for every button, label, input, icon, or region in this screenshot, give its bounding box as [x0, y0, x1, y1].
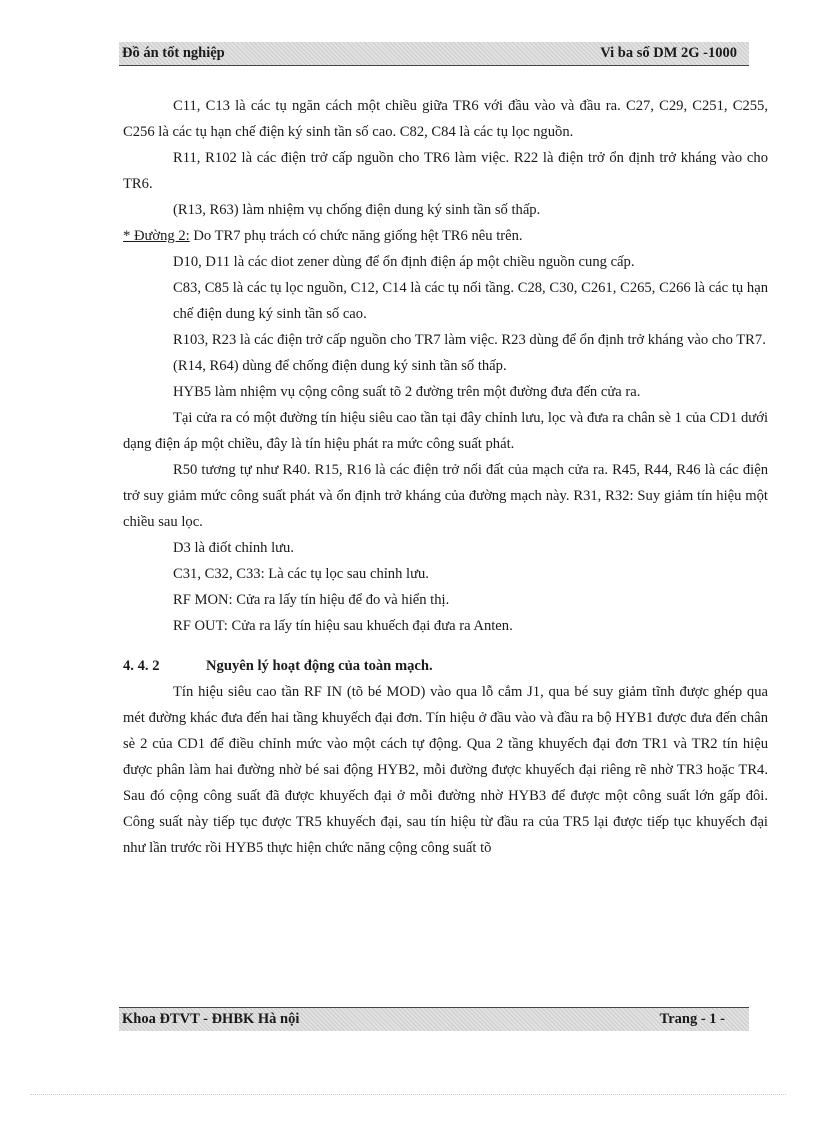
section-title: Nguyên lý hoạt động của toàn mạch. [206, 658, 433, 674]
paragraph: C83, C85 là các tụ lọc nguồn, C12, C14 là các tụ nối tầng. C28, C30, C261, C265, C266 là các tụ hạn chế điện dung ký sinh tần số cao. [173, 280, 768, 322]
page-number: Trang - 1 - [659, 1011, 725, 1027]
paragraph: Tại cửa ra có một đường tín hiệu siêu cao tần tại đây chỉnh lưu, lọc và đưa ra chân sè 1 của CD1 dưới dạng điện áp một chiều, đây là tín hiệu phát ra mức công suất phát. [123, 410, 768, 452]
footer-left-text: Khoa ĐTVT - ĐHBK Hà nội [122, 1011, 300, 1027]
paragraph: R50 tương tự như R40. R15, R16 là các điện trở nối đất của mạch cửa ra. R45, R44, R46 là các điện trở suy giảm mức công suất phát và ổn định trở kháng của đường mạch này. R31, R32: Suy giảm tín hiệu một chiều sau lọc. [123, 462, 768, 530]
page-footer [119, 1007, 749, 1031]
path-2-text: Do TR7 phụ trách có chức năng giống hệt TR6 nêu trên. [189, 228, 523, 244]
paragraph: (R13, R63) làm nhiệm vụ chống điện dung ký sinh tần số thấp. [173, 202, 541, 218]
paragraph: C11, C13 là các tụ ngăn cách một chiều giữa TR6 với đầu vào và đầu ra. C27, C29, C251, C255, C256 là các tụ hạn chế điện ký sinh tần số cao. C82, C84 là các tụ lọc nguồn. [123, 98, 768, 140]
paragraph: (R14, R64) dùng để chống điện dung ký sinh tần số thấp. [173, 358, 507, 374]
page-header [119, 42, 749, 66]
page-bottom-divider [30, 1094, 786, 1095]
paragraph: C31, C32, C33: Là các tụ lọc sau chỉnh lưu. [173, 566, 429, 582]
paragraph: RF OUT: Cửa ra lấy tín hiệu sau khuếch đại đưa ra Anten. [173, 618, 513, 634]
paragraph: RF MON: Cửa ra lấy tín hiệu để đo và hiển thị. [173, 592, 450, 608]
document-body [123, 93, 768, 861]
paragraph-path-2 [123, 223, 768, 249]
paragraph: HYB5 làm nhiệm vụ cộng công suất tõ 2 đường trên một đường đưa đến cửa ra. [173, 384, 641, 400]
paragraph: D3 là điốt chỉnh lưu. [173, 540, 294, 556]
path-2-label: * Đường 2: [123, 228, 190, 244]
section-heading [123, 653, 768, 679]
header-left-title: Đồ án tốt nghiệp [122, 45, 225, 61]
section-body: Tín hiệu siêu cao tần RF IN (tõ bé MOD) vào qua lỗ cắm J1, qua bé suy giảm tĩnh được ghép qua mét đường khác đưa đến hai tầng khuyếch đại đơn. Tín hiệu ở đầu vào và đầu ra bộ HYB1 được đưa đến chân sè 2 của CD1 để điều chỉnh mức vào một cách tự động. Qua 2 tầng khuyếch đại đơn TR1 và TR2 tín hiệu được phân làm hai đường nhờ bé sai động HYB2, mỗi đường được khuyếch đại riêng rẽ nhờ TR3 hoặc TR4. Sau đó cộng công suất đã được khuyếch đại ở mỗi đường nhờ HYB3 để được một công suất lớn gấp đôi. Công suất này tiếp tục được TR5 khuyếch đại, sau tín hiệu từ đầu ra của TR5 lại được tiếp tục khuyếch đại như lần trước rồi HYB5 thực hiện chức năng cộng công suất tõ [123, 684, 768, 856]
paragraph: R103, R23 là các điện trở cấp nguồn cho TR7 làm việc. R23 dùng để ổn định trở kháng vào cho TR7. [173, 332, 766, 348]
paragraph: D10, D11 là các diot zener dùng để ổn định điện áp một chiều nguồn cung cấp. [173, 254, 635, 270]
paragraph: R11, R102 là các điện trở cấp nguồn cho TR6 làm việc. R22 là điện trở ổn định trở kháng vào cho TR6. [123, 150, 768, 192]
header-right-title: Vi ba số DM 2G -1000 [600, 45, 737, 61]
section-number: 4. 4. 2 [123, 658, 160, 674]
